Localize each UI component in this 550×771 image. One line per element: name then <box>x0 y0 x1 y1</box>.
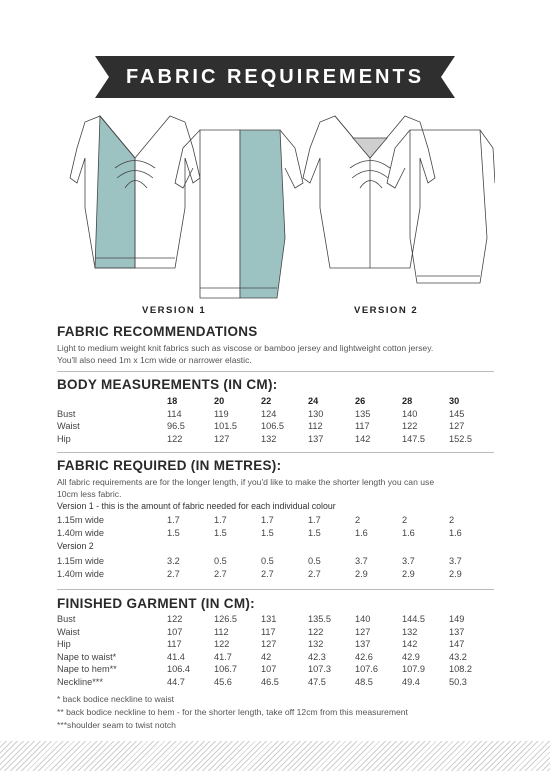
table-cell: 149 <box>449 614 465 625</box>
table-cell: 1.5 <box>167 527 180 538</box>
table-cell: 1.6 <box>449 527 462 538</box>
fabric-required-intro-line1: All fabric requirements are for the longer length, if you'd like to make the shorter length you can use <box>57 477 435 487</box>
table-row <box>57 626 496 639</box>
table-cell: 119 <box>214 408 229 419</box>
table-cell: 142 <box>355 433 371 444</box>
table-cell: 0.5 <box>308 556 321 567</box>
table-cell: 106.4 <box>167 664 190 675</box>
table-cell: 50.3 <box>449 676 467 687</box>
version-1-heading: Version 1 - this is the amount of fabric needed for each individual colour <box>57 501 336 511</box>
fabric-recommendations-title: FABRIC RECOMMENDATIONS <box>57 324 258 339</box>
row-label: 1.40m wide <box>57 568 104 579</box>
table-cell: 117 <box>261 626 276 637</box>
table-cell: 147 <box>449 639 465 650</box>
table-cell: 3.7 <box>449 556 462 567</box>
table-cell: 130 <box>308 408 324 419</box>
table-row <box>57 408 496 421</box>
table-cell: 140 <box>402 408 418 419</box>
row-label: Neckline*** <box>57 676 103 687</box>
table-cell: 122 <box>308 626 324 637</box>
table-cell: 2 <box>355 515 361 526</box>
footnote-2: ** back bodice neckline to hem - for the shorter length, take off 12cm from this measurement <box>57 707 408 717</box>
table-cell: 3.7 <box>355 556 368 567</box>
table-cell: 2 <box>402 515 408 526</box>
table-cell: 135.5 <box>308 614 331 625</box>
table-cell: 46.5 <box>261 676 279 687</box>
fabric-required-title: FABRIC REQUIRED (IN METRES): <box>57 458 282 473</box>
table-cell: 108.2 <box>449 664 472 675</box>
table-cell: 101.5 <box>214 421 237 432</box>
table-row <box>57 514 496 527</box>
table-cell: 142 <box>402 639 418 650</box>
row-label: Waist <box>57 421 80 432</box>
table-cell: 1.6 <box>402 527 415 538</box>
table-cell: 2.7 <box>167 568 180 579</box>
table-cell: 42 <box>261 651 272 662</box>
table-cell: 135 <box>355 408 371 419</box>
table-cell: 0.5 <box>214 556 227 567</box>
dress-illustrations <box>55 108 495 308</box>
table-row <box>57 555 496 568</box>
footnote-3: ***shoulder seam to twist notch <box>57 720 176 730</box>
size-header: 26 <box>355 396 366 407</box>
table-cell: 1.7 <box>167 515 180 526</box>
table-cell: 48.5 <box>355 676 373 687</box>
table-cell: 114 <box>167 408 182 419</box>
version-1-label: VERSION 1 <box>142 305 207 316</box>
table-cell: 1.7 <box>214 515 227 526</box>
version-1-back-illustration <box>175 130 303 298</box>
fabric-recommendations-line2: You'll also need 1m x 1cm wide or narrower elastic. <box>57 355 252 365</box>
table-cell: 1.5 <box>308 527 321 538</box>
row-label: Waist <box>57 626 80 637</box>
table-cell: 127 <box>355 626 371 637</box>
table-cell: 144.5 <box>402 614 425 625</box>
table-cell: 112 <box>308 421 323 432</box>
table-cell: 107.3 <box>308 664 331 675</box>
table-cell: 106.5 <box>261 421 284 432</box>
table-cell: 122 <box>402 421 418 432</box>
table-cell: 3.7 <box>402 556 415 567</box>
table-cell: 107.6 <box>355 664 378 675</box>
table-cell: 132 <box>261 433 277 444</box>
table-cell: 117 <box>355 421 370 432</box>
size-header-row <box>57 395 496 408</box>
finished-garment-table <box>57 613 496 688</box>
table-cell: 1.7 <box>261 515 274 526</box>
table-cell: 126.5 <box>214 614 237 625</box>
fabric-required-v1-table <box>57 514 496 539</box>
table-cell: 42.9 <box>402 651 420 662</box>
table-cell: 132 <box>402 626 418 637</box>
version-2-heading: Version 2 <box>57 541 94 551</box>
row-label: 1.15m wide <box>57 556 104 567</box>
table-cell: 145 <box>449 408 465 419</box>
table-row <box>57 651 496 664</box>
table-cell: 2.9 <box>355 568 368 579</box>
row-label: 1.15m wide <box>57 515 104 526</box>
table-cell: 122 <box>167 433 183 444</box>
table-cell: 2.7 <box>308 568 321 579</box>
row-label: Bust <box>57 614 76 625</box>
table-cell: 137 <box>308 433 324 444</box>
version-1-front-illustration <box>70 116 200 268</box>
table-cell: 137 <box>449 626 465 637</box>
table-cell: 43.2 <box>449 651 467 662</box>
table-cell: 117 <box>167 639 182 650</box>
table-cell: 45.6 <box>214 676 232 687</box>
fabric-required-intro-line2: 10cm less fabric. <box>57 489 122 499</box>
table-cell: 1.5 <box>214 527 227 538</box>
table-cell: 1.7 <box>308 515 321 526</box>
row-label: Nape to hem** <box>57 664 117 675</box>
divider <box>57 371 494 372</box>
table-cell: 44.7 <box>167 676 185 687</box>
table-row <box>57 613 496 626</box>
table-cell: 137 <box>355 639 371 650</box>
table-row <box>57 568 496 581</box>
table-row <box>57 433 496 446</box>
divider <box>57 452 494 453</box>
table-cell: 2.7 <box>214 568 227 579</box>
table-cell: 2.7 <box>261 568 274 579</box>
table-cell: 2.9 <box>402 568 415 579</box>
table-cell: 47.5 <box>308 676 326 687</box>
body-measurements-title: BODY MEASUREMENTS (IN CM): <box>57 377 278 392</box>
table-cell: 122 <box>214 639 230 650</box>
table-cell: 3.2 <box>167 556 180 567</box>
table-cell: 147.5 <box>402 433 425 444</box>
table-cell: 0.5 <box>261 556 274 567</box>
table-cell: 42.6 <box>355 651 373 662</box>
version-2-front-illustration <box>303 116 435 268</box>
table-cell: 2 <box>449 515 455 526</box>
row-label: Bust <box>57 408 76 419</box>
table-row <box>57 527 496 540</box>
size-header: 24 <box>308 396 319 407</box>
table-row <box>57 638 496 651</box>
table-cell: 2.9 <box>449 568 462 579</box>
row-label: Hip <box>57 433 71 444</box>
version-2-label: VERSION 2 <box>354 305 419 316</box>
table-cell: 140 <box>355 614 371 625</box>
table-cell: 107 <box>261 664 277 675</box>
table-cell: 96.5 <box>167 421 185 432</box>
table-cell: 152.5 <box>449 433 472 444</box>
table-cell: 1.6 <box>355 527 368 538</box>
size-header: 18 <box>167 396 178 407</box>
table-row <box>57 663 496 676</box>
table-cell: 127 <box>214 433 230 444</box>
fabric-recommendations-line1: Light to medium weight knit fabrics such as viscose or bamboo jersey and lightweight cotton jersey. <box>57 343 434 353</box>
table-row <box>57 676 496 689</box>
table-cell: 1.5 <box>261 527 274 538</box>
table-cell: 124 <box>261 408 277 419</box>
table-cell: 127 <box>261 639 277 650</box>
size-header: 28 <box>402 396 413 407</box>
body-measurements-table <box>57 395 496 445</box>
version-2-back-illustration <box>387 130 495 283</box>
table-cell: 122 <box>167 614 183 625</box>
footnote-1: * back bodice neckline to waist <box>57 694 175 704</box>
row-label: Nape to waist* <box>57 651 117 662</box>
finished-garment-title: FINISHED GARMENT (IN CM): <box>57 596 255 611</box>
decorative-stripe-footer <box>0 741 550 771</box>
table-cell: 107.9 <box>402 664 425 675</box>
table-cell: 112 <box>214 626 229 637</box>
table-cell: 107 <box>167 626 183 637</box>
fabric-required-v2-table <box>57 555 496 580</box>
row-label: Hip <box>57 639 71 650</box>
size-header: 30 <box>449 396 460 407</box>
table-cell: 132 <box>308 639 324 650</box>
table-cell: 41.4 <box>167 651 185 662</box>
table-cell: 42.3 <box>308 651 326 662</box>
table-cell: 131 <box>261 614 277 625</box>
row-label: 1.40m wide <box>57 527 104 538</box>
table-cell: 127 <box>449 421 465 432</box>
table-cell: 106.7 <box>214 664 237 675</box>
table-cell: 41.7 <box>214 651 232 662</box>
size-header: 20 <box>214 396 225 407</box>
divider <box>57 589 494 590</box>
table-cell: 49.4 <box>402 676 420 687</box>
table-row <box>57 420 496 433</box>
page-title: FABRIC REQUIREMENTS <box>125 66 425 88</box>
size-header: 22 <box>261 396 272 407</box>
